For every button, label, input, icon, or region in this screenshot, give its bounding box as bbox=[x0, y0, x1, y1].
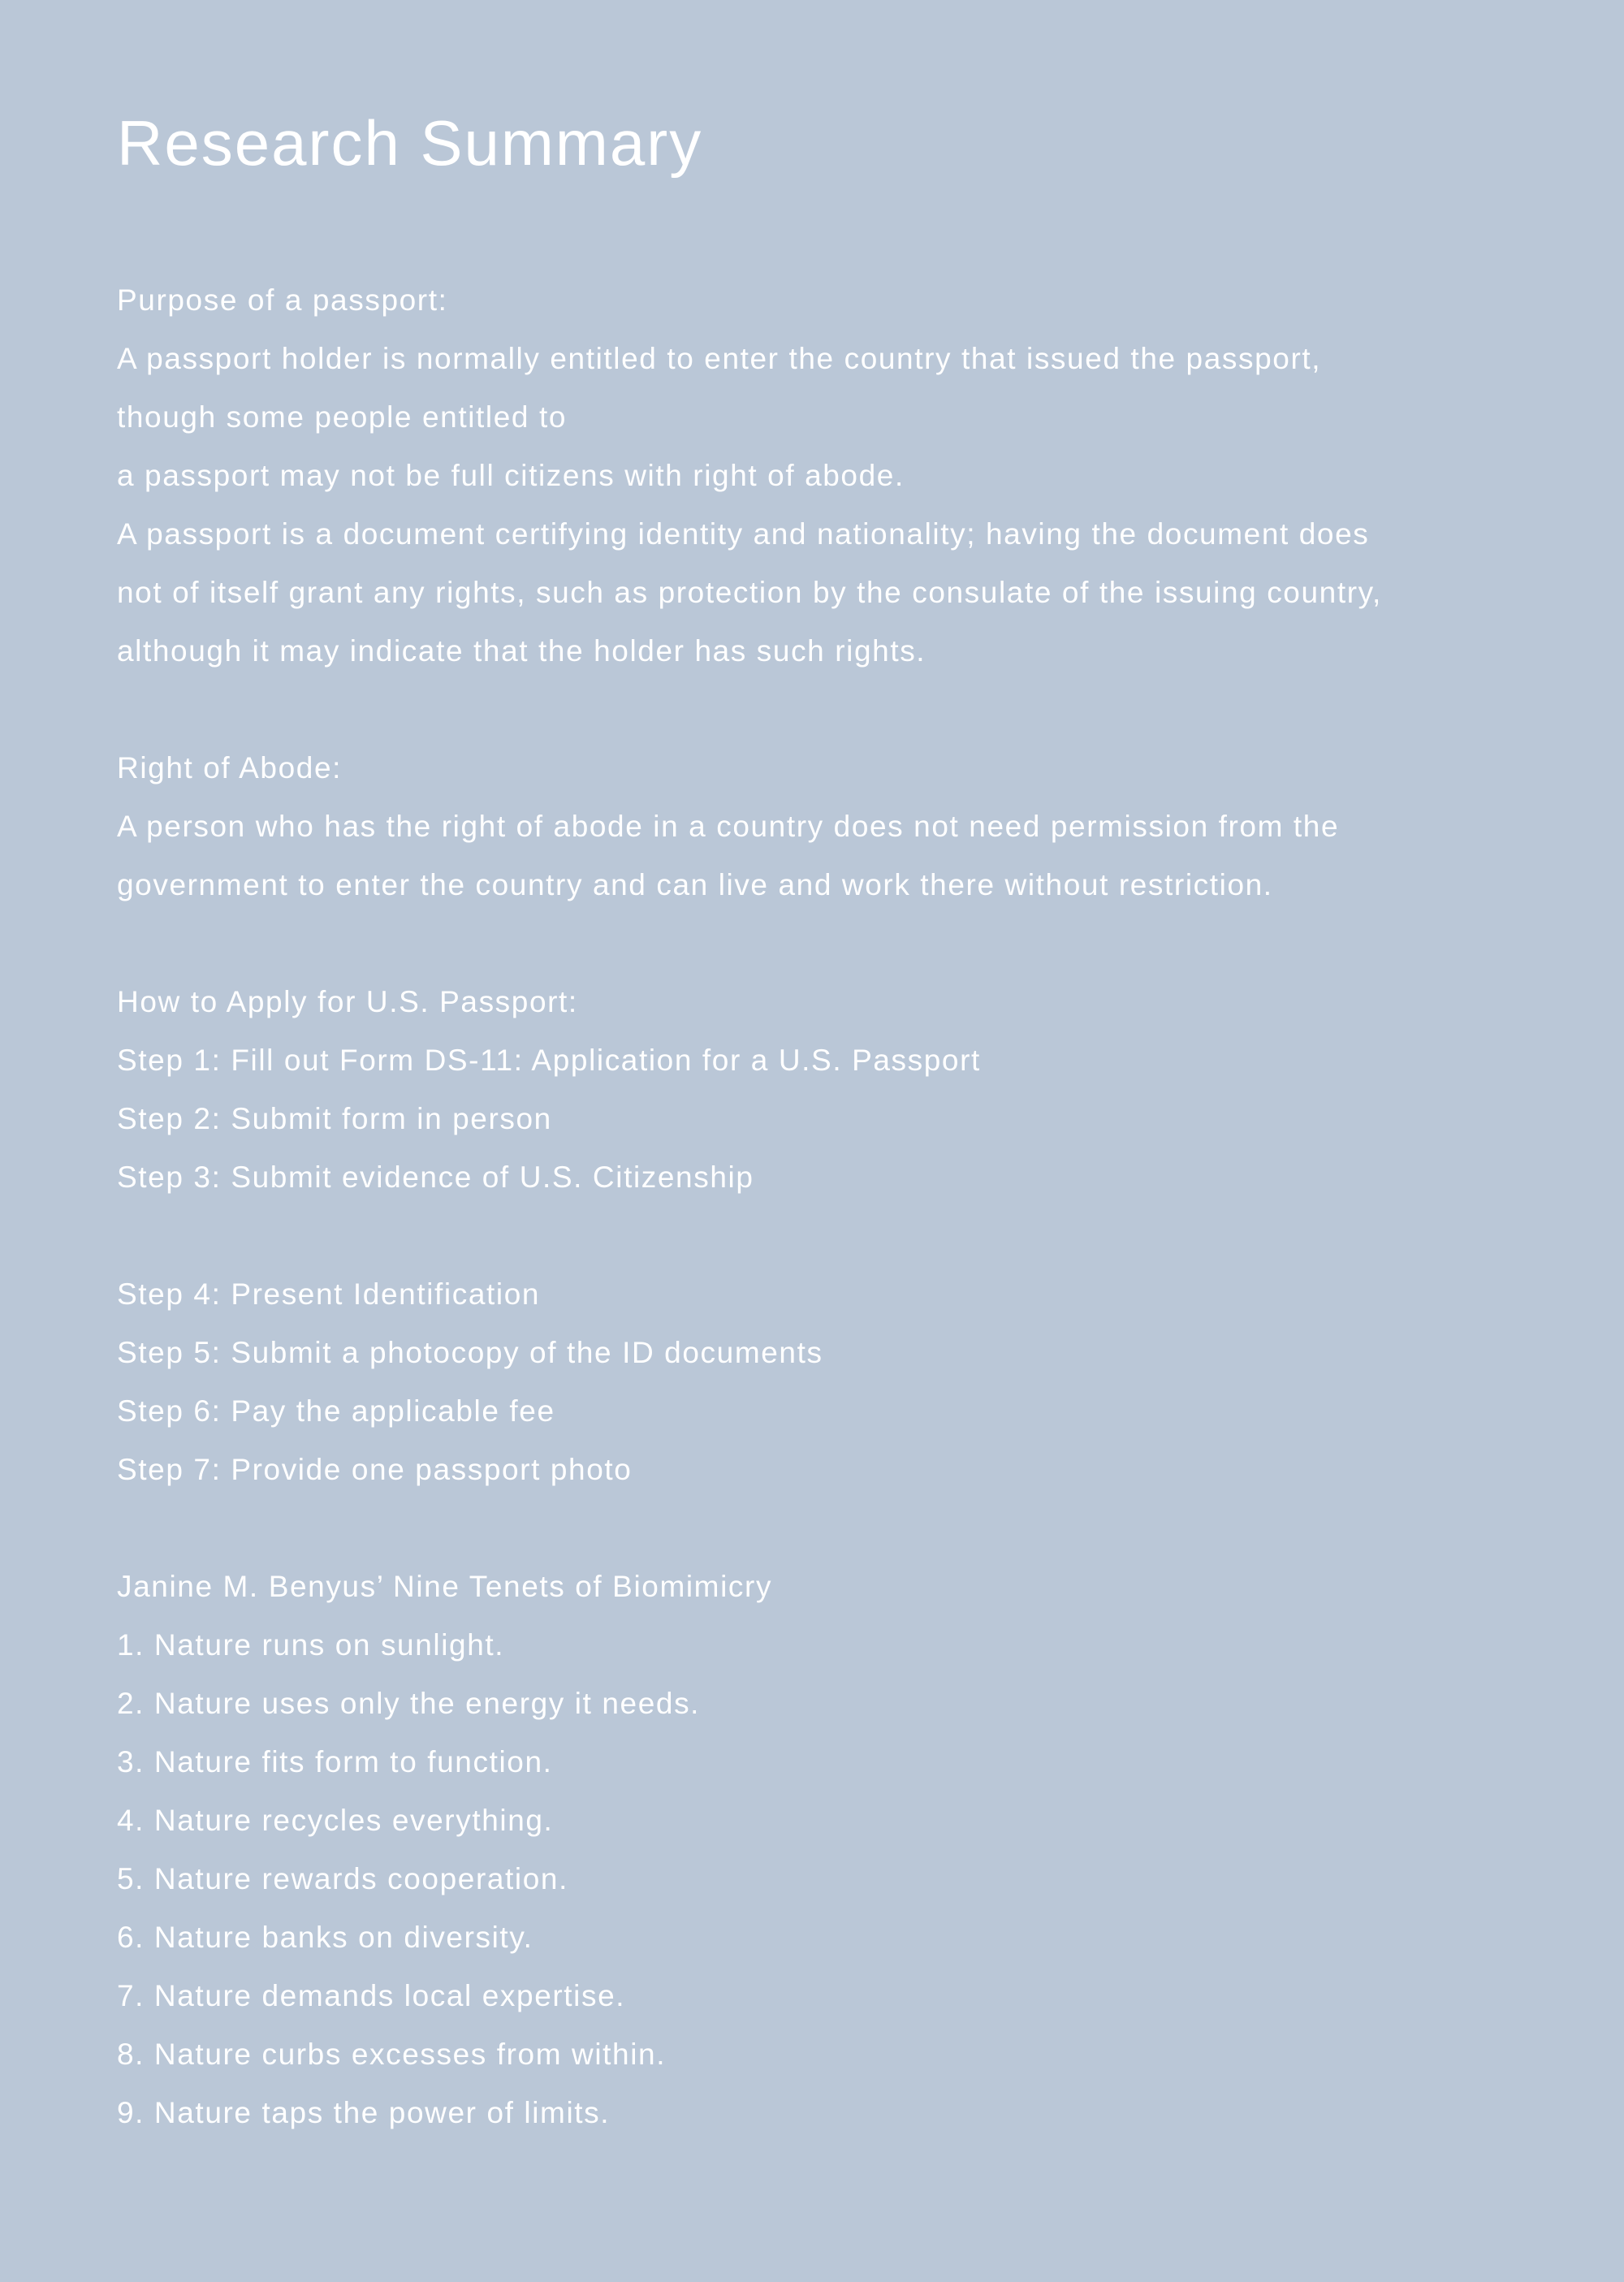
paragraph-line: A person who has the right of abode in a country does not need permission from the bbox=[117, 810, 1340, 843]
section-heading: Purpose of a passport: bbox=[117, 283, 448, 317]
passport-purpose-section bbox=[117, 271, 1507, 681]
paragraph-line: government to enter the country and can live and work there without restriction. bbox=[117, 868, 1273, 901]
tenet-item: 3. Nature fits form to function. bbox=[117, 1745, 553, 1778]
step-item: Step 2: Submit form in person bbox=[117, 1102, 552, 1135]
summary-body bbox=[117, 271, 1507, 2142]
section-spacer bbox=[117, 914, 1507, 973]
tenet-item: 1. Nature runs on sunlight. bbox=[117, 1628, 505, 1662]
section-spacer bbox=[117, 1207, 1507, 1265]
section-spacer bbox=[117, 681, 1507, 739]
paragraph-line: although it may indicate that the holder has such rights. bbox=[117, 634, 926, 668]
step-item: Step 5: Submit a photocopy of the ID documents bbox=[117, 1336, 823, 1369]
step-item: Step 7: Provide one passport photo bbox=[117, 1453, 633, 1486]
section-heading: Janine M. Benyus’ Nine Tenets of Biomimicry bbox=[117, 1570, 773, 1603]
section-heading: How to Apply for U.S. Passport: bbox=[117, 985, 578, 1018]
paragraph-line: A passport is a document certifying identity and nationality; having the document does bbox=[117, 517, 1370, 551]
paragraph-line: not of itself grant any rights, such as protection by the consulate of the issuing country, bbox=[117, 576, 1382, 609]
tenet-item: 5. Nature rewards cooperation. bbox=[117, 1862, 568, 1895]
section-heading: Right of Abode: bbox=[117, 751, 343, 784]
tenet-item: 7. Nature demands local expertise. bbox=[117, 1979, 626, 2012]
biomimicry-section bbox=[117, 1558, 1507, 2142]
paragraph-line: A passport holder is normally entitled to enter the country that issued the passport, bbox=[117, 342, 1322, 375]
tenet-item: 2. Nature uses only the energy it needs. bbox=[117, 1687, 701, 1720]
tenet-item: 6. Nature banks on diversity. bbox=[117, 1921, 533, 1954]
step-item: Step 1: Fill out Form DS-11: Application for a U.S. Passport bbox=[117, 1044, 981, 1077]
tenet-item: 9. Nature taps the power of limits. bbox=[117, 2096, 611, 2129]
paragraph-line: a passport may not be full citizens with right of abode. bbox=[117, 459, 905, 492]
right-of-abode-section bbox=[117, 739, 1507, 914]
step-item: Step 3: Submit evidence of U.S. Citizenship bbox=[117, 1160, 754, 1194]
section-spacer bbox=[117, 1499, 1507, 1558]
paragraph-line: though some people entitled to bbox=[117, 400, 568, 434]
step-item: Step 4: Present Identification bbox=[117, 1277, 541, 1311]
page-title: Research Summary bbox=[117, 107, 703, 179]
apply-steps-section bbox=[117, 973, 1507, 1499]
tenet-item: 8. Nature curbs excesses from within. bbox=[117, 2038, 667, 2071]
step-item: Step 6: Pay the applicable fee bbox=[117, 1394, 555, 1428]
tenet-item: 4. Nature recycles everything. bbox=[117, 1804, 554, 1837]
